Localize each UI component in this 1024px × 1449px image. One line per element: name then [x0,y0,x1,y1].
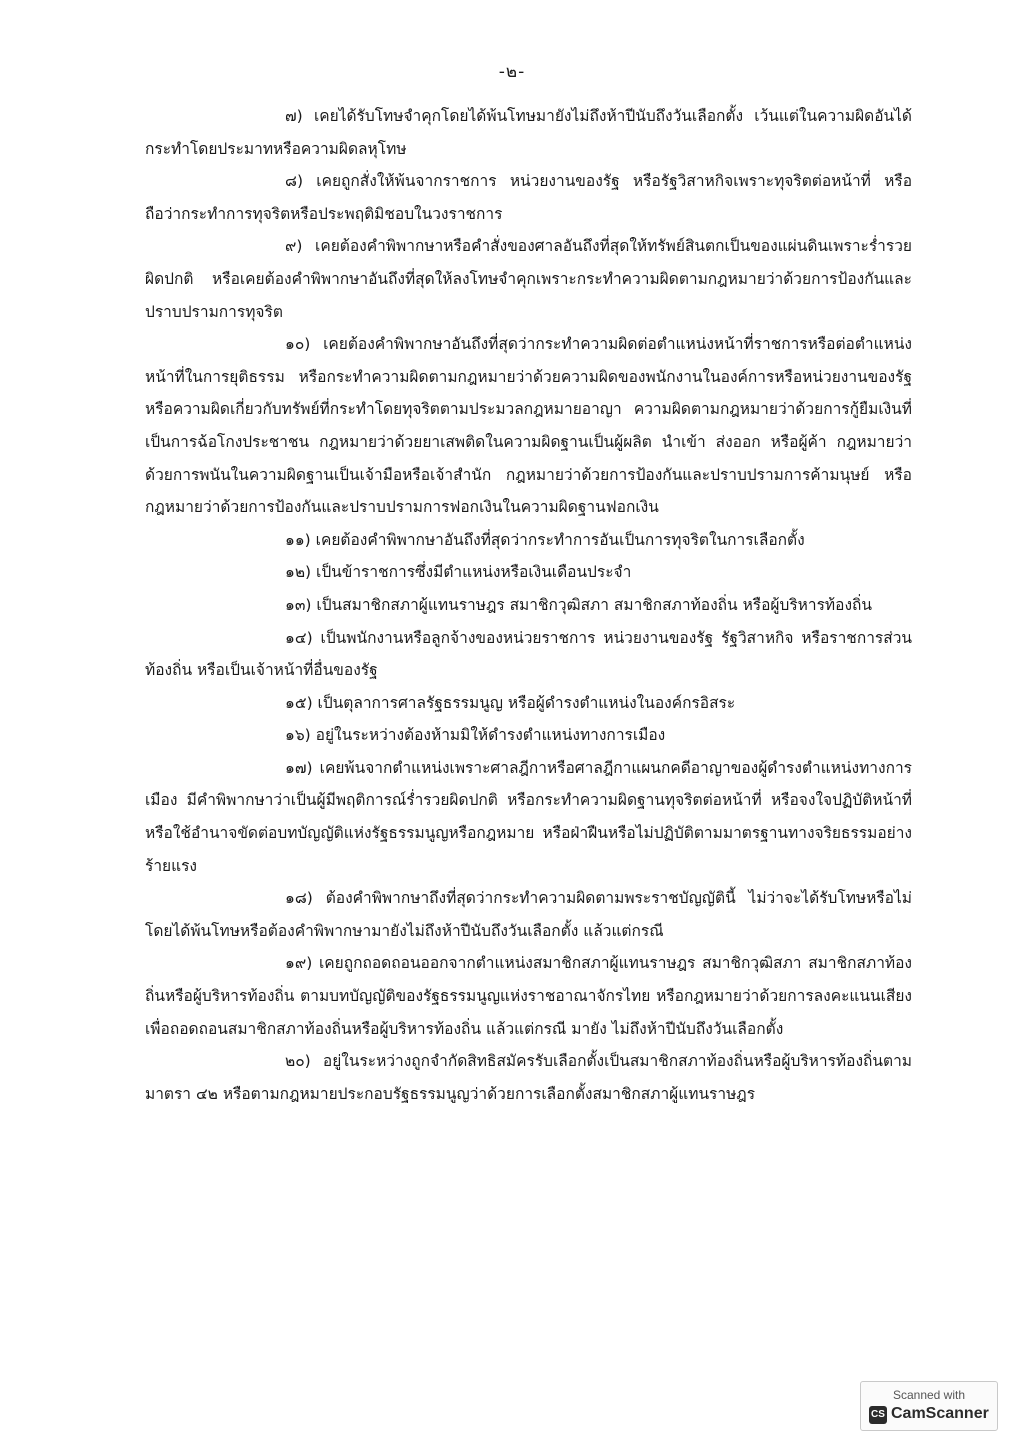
paragraph-19 [145,947,912,1045]
paragraph-text: ๒๐) อยู่ในระหว่างถูกจำกัดสิทธิสมัครรับเลือกตั้งเป็นสมาชิกสภาท้องถิ่นหรือผู้บริหารท้องถิ่นตามมาตรา ๔๒ หรือตามกฎหมายประกอบรัฐธรรมนูญว่าด้วยการเลือกตั้งสมาชิกสภาผู้แทนราษฎร [145,1052,912,1103]
paragraph-17 [145,752,912,882]
paragraph-text: ๑๕) เป็นตุลาการศาลรัฐธรรมนูญ หรือผู้ดำรงตำแหน่งในองค์กรอิสระ [285,693,736,712]
camscanner-logo-icon: CS [869,1406,887,1424]
paragraph-14 [145,622,912,687]
paragraph-text: ๘) เคยถูกสั่งให้พ้นจากราชการ หน่วยงานของรัฐ หรือรัฐวิสาหกิจเพราะทุจริตต่อหน้าที่ หรือถือว่ากระทำการทุจริตหรือประพฤติมิชอบในวงราชการ [145,172,912,223]
badge-brand: CamScanner [891,1405,989,1422]
paragraph-11 [145,524,912,557]
paragraph-text: ๑๖) อยู่ในระหว่างต้องห้ามมิให้ดำรงตำแหน่งทางการเมือง [285,726,666,745]
paragraph-text: ๑๘) ต้องคำพิพากษาถึงที่สุดว่ากระทำความผิดตามพระราชบัญญัตินี้ ไม่ว่าจะได้รับโทษหรือไม่ โดยได้พ้นโทษหรือต้องคำพิพากษามายังไม่ถึงห้าปีนับถึงวันเลือกตั้ง แล้วแต่กรณี [145,889,912,940]
paragraph-13 [145,589,912,622]
document-body [145,100,912,1110]
paragraph-text: ๑๑) เคยต้องคำพิพากษาอันถึงที่สุดว่ากระทำการอันเป็นการทุจริตในการเลือกตั้ง [285,530,805,549]
page-number: -๒- [498,62,526,82]
paragraph-text: ๑๒) เป็นข้าราชการซึ่งมีตำแหน่งหรือเงินเดือนประจำ [285,563,632,582]
paragraph-12 [145,556,912,589]
camscanner-badge [860,1381,998,1431]
paragraph-text: ๙) เคยต้องคำพิพากษาหรือคำสั่งของศาลอันถึงที่สุดให้ทรัพย์สินตกเป็นของแผ่นดินเพราะร่ำรวยผิดปกติ หรือเคยต้องคำพิพากษาอันถึงที่สุดให้ลงโทษจำคุกเพราะกระทำความผิดตามกฎหมายว่าด้วยการป้องกันและปราบปรามการทุจริต [145,237,912,321]
paragraph-8 [145,165,912,230]
paragraph-15 [145,687,912,720]
paragraph-text: ๑๗) เคยพ้นจากตำแหน่งเพราะศาลฎีกาหรือศาลฎีกาแผนกคดีอาญาของผู้ดำรงตำแหน่งทางการเมือง มีคำพิพากษาว่าเป็นผู้มีพฤติการณ์ร่ำรวยผิดปกติ หรือกระทำความผิดฐานทุจริตต่อหน้าที่ หรือจงใจปฏิบัติหน้าที่ หรือใช้อำนาจขัดต่อบทบัญญัติแห่งรัฐธรรมนูญหรือกฎหมาย หรือฝ่าฝืนหรือไม่ปฏิบัติตามมาตรฐานทางจริยธรรมอย่างร้ายแรง [145,758,912,875]
paragraph-10 [145,328,912,524]
paragraph-text: ๑๓) เป็นสมาชิกสภาผู้แทนราษฎร สมาชิกวุฒิสภา สมาชิกสภาท้องถิ่น หรือผู้บริหารท้องถิ่น [285,595,872,614]
paragraph-16 [145,719,912,752]
paragraph-20 [145,1045,912,1110]
paragraph-7 [145,100,912,165]
paragraph-18 [145,882,912,947]
paragraph-9 [145,230,912,328]
paragraph-text: ๑๔) เป็นพนักงานหรือลูกจ้างของหน่วยราชการ หน่วยงานของรัฐ รัฐวิสาหกิจ หรือราชการส่วนท้องถิ่น หรือเป็นเจ้าหน้าที่อื่นของรัฐ [145,628,912,680]
badge-caption: Scanned with [892,1388,966,1402]
paragraph-text: ๗) เคยได้รับโทษจำคุกโดยได้พ้นโทษมายังไม่ถึงห้าปีนับถึงวันเลือกตั้ง เว้นแต่ในความผิดอันได้กระทำโดยประมาทหรือความผิดลหุโทษ [145,107,912,158]
paragraph-text: ๑๐) เคยต้องคำพิพากษาอันถึงที่สุดว่ากระทำความผิดต่อตำแหน่งหน้าที่ราชการหรือต่อตำแหน่งหน้าที่ในการยุติธรรม หรือกระทำความผิดตามกฎหมายว่าด้วยความผิดของพนักงานในองค์การหรือหน่วยงานของรัฐ หรือความผิดเกี่ยวกับทรัพย์ที่กระทำโดยทุจริตตามประมวลกฎหมายอาญา ความผิดตามกฎหมายว่าด้วยการกู้ยืมเงินที่เป็นการฉ้อโกงประชาชน กฎหมายว่าด้วยยาเสพติดในความผิดฐานเป็นผู้ผลิต นำเข้า ส่งออก หรือผู้ค้า กฎหมายว่าด้วยการพนันในความผิดฐานเป็นเจ้ามือหรือเจ้าสำนัก กฎหมายว่าด้วยการป้องกันและปราบปรามการค้ามนุษย์ หรือกฎหมายว่าด้วยการป้องกันและปราบปรามการฟอกเงินในความผิดฐานฟอกเงิน [145,335,912,517]
paragraph-text: ๑๙) เคยถูกถอดถอนออกจากตำแหน่งสมาชิกสภาผู้แทนราษฎร สมาชิกวุฒิสภา สมาชิกสภาท้องถิ่นหรือผู้บริหารท้องถิ่น ตามบทบัญญัติของรัฐธรรมนูญแห่งราชอาณาจักรไทย หรือกฎหมายว่าด้วยการลงคะแนนเสียงเพื่อถอดถอนสมาชิกสภาท้องถิ่นหรือผู้บริหารท้องถิ่น แล้วแต่กรณี มายัง ไม่ถึงห้าปีนับถึงวันเลือกตั้ง [145,954,912,1038]
